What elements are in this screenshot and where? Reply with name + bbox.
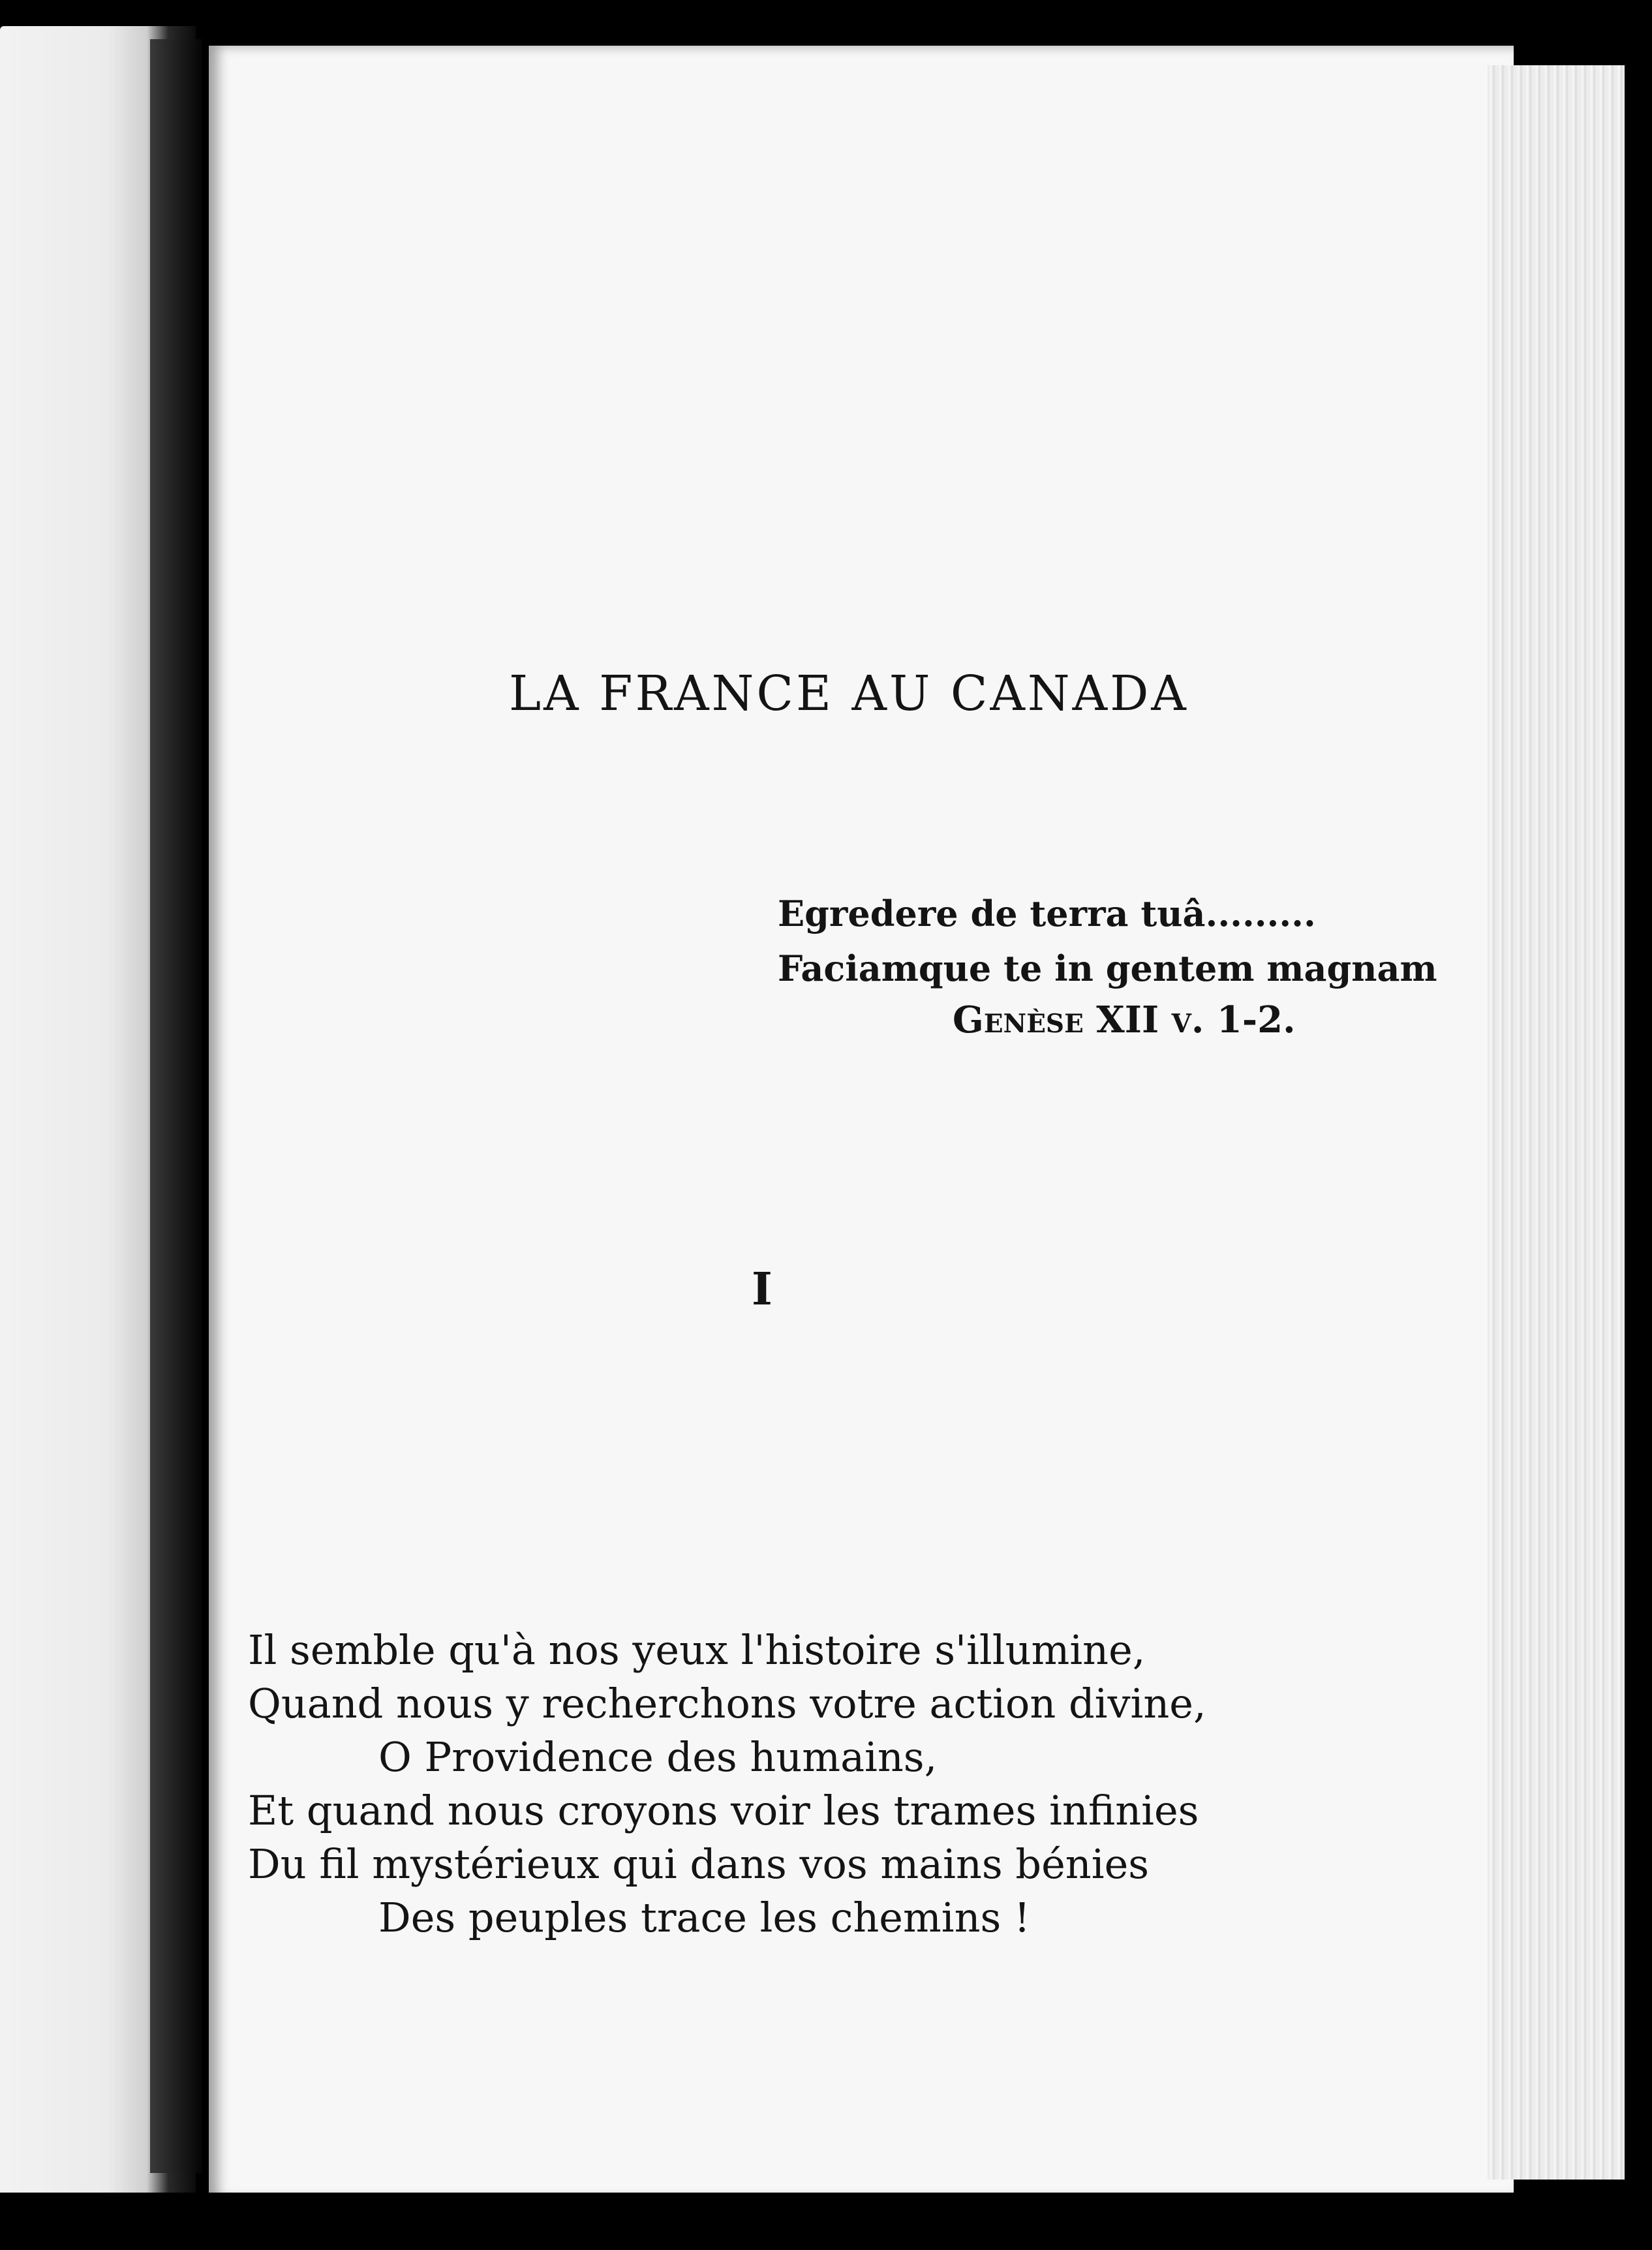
- epigraph-line: Faciamque te in gentem magnam: [778, 948, 1437, 989]
- poem-stanza: [248, 1624, 1206, 1945]
- epigraph-source: Genèse XII v. 1-2.: [953, 998, 1296, 1041]
- poem-line: O Providence des humains,: [378, 1733, 938, 1781]
- poem-line: Quand nous y recherchons votre action divine,: [248, 1680, 1206, 1727]
- page-title: LA FRANCE AU CANADA: [509, 666, 1189, 722]
- section-number: I: [752, 1263, 772, 1316]
- epigraph: [778, 886, 1437, 996]
- poem-line: Des peuples trace les chemins !: [378, 1894, 1030, 1941]
- epigraph-line: Egredere de terra tuâ.........: [778, 893, 1316, 934]
- scan-border: [0, 2193, 1652, 2250]
- book-binding: [150, 39, 202, 2173]
- poem-line: Et quand nous croyons voir les trames infinies: [248, 1787, 1199, 1834]
- poem-line: Il semble qu'à nos yeux l'histoire s'illumine,: [248, 1626, 1146, 1674]
- page-stack-edge: [1488, 65, 1625, 2180]
- poem-line: Du fil mystérieux qui dans vos mains bénies: [248, 1840, 1150, 1888]
